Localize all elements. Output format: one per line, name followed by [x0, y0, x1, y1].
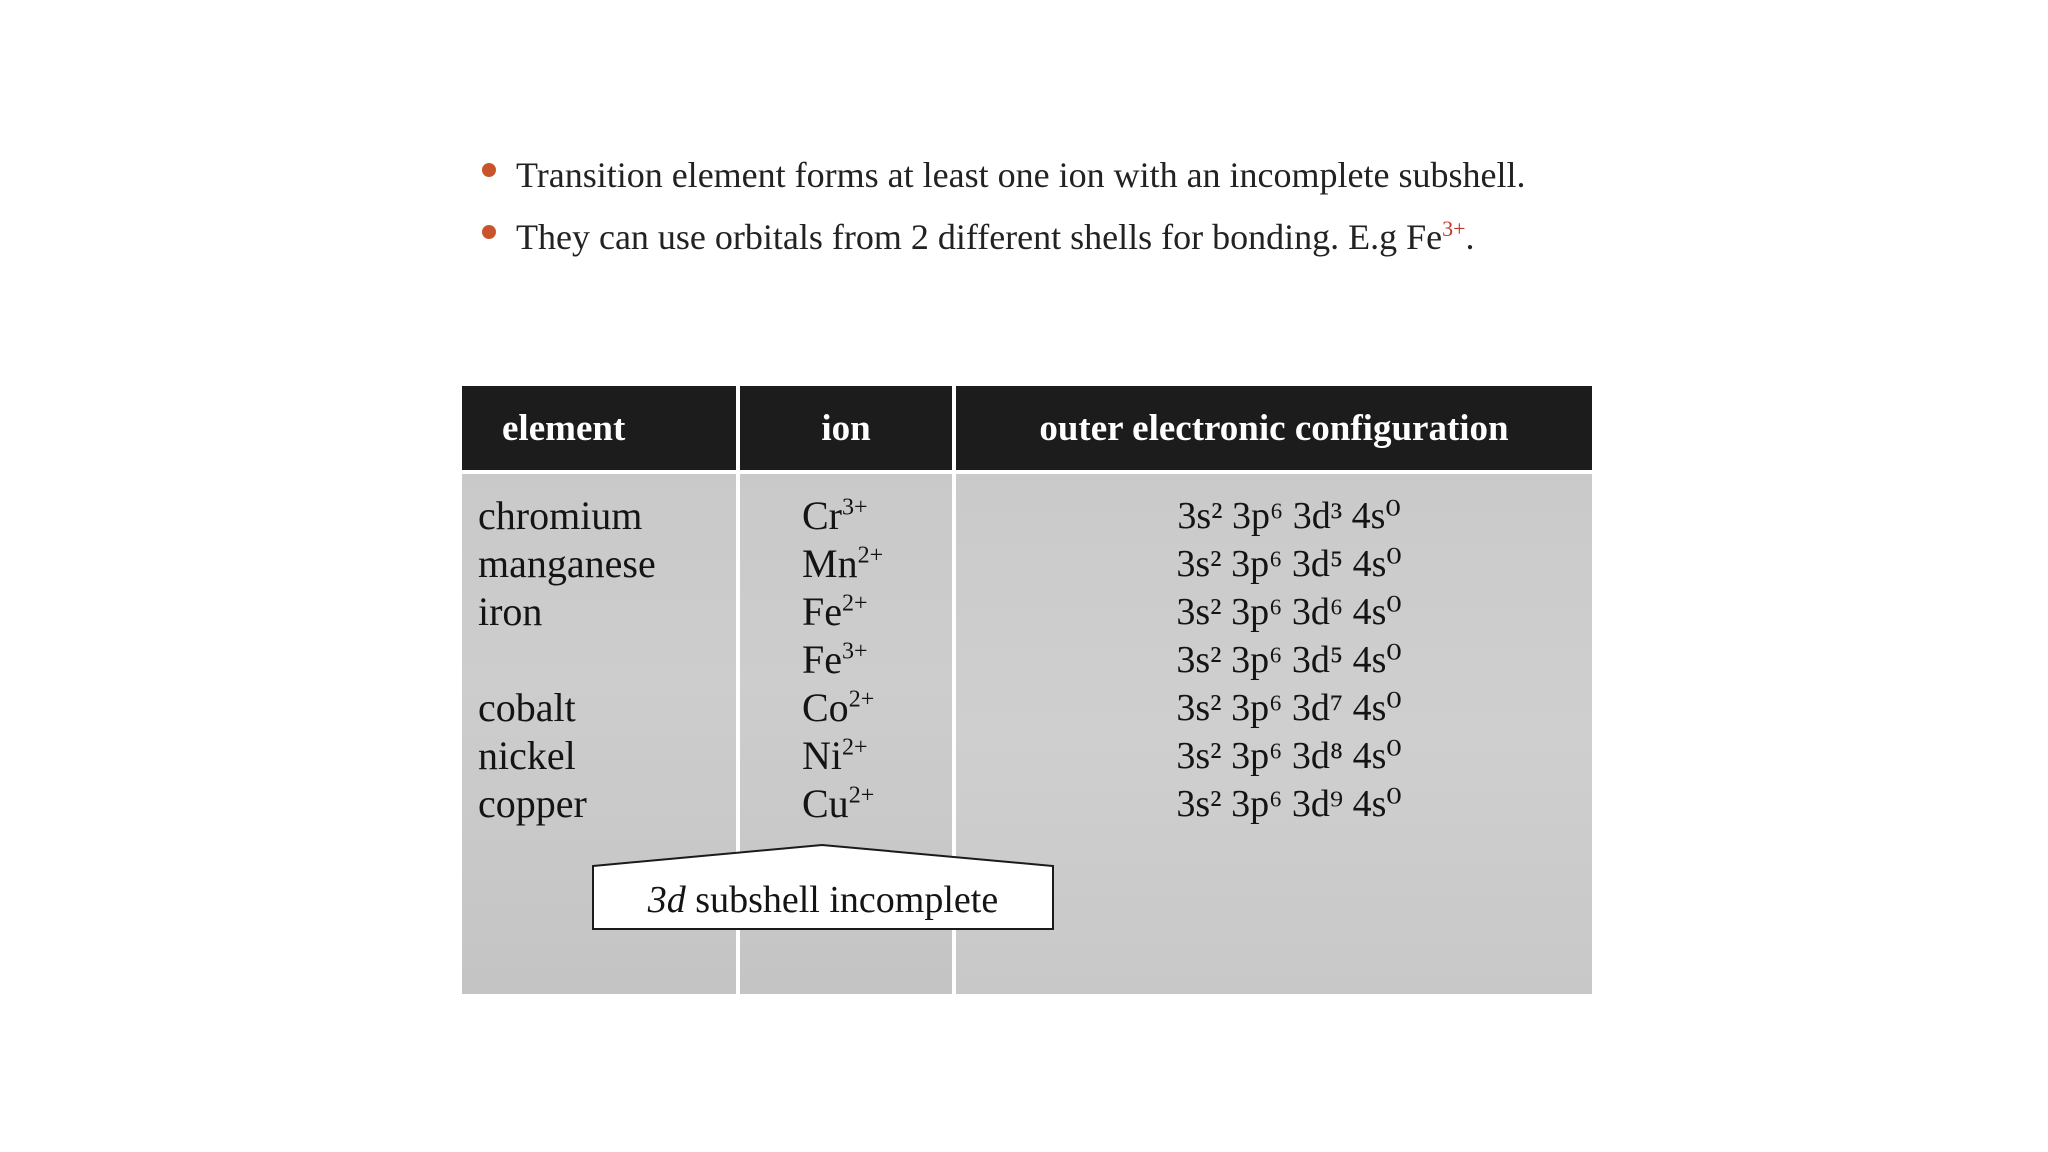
element-header: element — [462, 386, 736, 470]
subshell-incomplete-callout — [592, 844, 1054, 930]
ion-cell — [740, 636, 952, 684]
ion-charge: 2+ — [842, 734, 868, 761]
ion-cell — [740, 684, 952, 732]
element-cell: manganese — [478, 541, 656, 586]
bullet-list — [480, 150, 1600, 274]
config-list — [956, 492, 1592, 828]
element-cell: chromium — [478, 493, 643, 538]
config-cell: 3s² 3p⁶ 3d⁹ 4s⁰ — [1176, 783, 1402, 825]
ion-cell — [740, 780, 952, 828]
config-cell: 3s² 3p⁶ 3d⁵ 4s⁰ — [1176, 543, 1402, 585]
bullet-item-incomplete-subshell — [480, 150, 1600, 200]
element-cell — [462, 636, 736, 684]
bullet-text: Transition element forms at least one ion with an incomplete subshell. — [516, 155, 1526, 195]
element-cell: cobalt — [478, 685, 576, 730]
ion-cell — [740, 540, 952, 588]
config-cell: 3s² 3p⁶ 3d⁷ 4s⁰ — [1176, 687, 1402, 729]
element-cell: nickel — [478, 733, 576, 778]
ion-header: ion — [740, 386, 952, 470]
ion-symbol: Cr — [802, 493, 842, 538]
config-cell: 3s² 3p⁶ 3d⁵ 4s⁰ — [1176, 639, 1402, 681]
ion-cell — [740, 588, 952, 636]
ion-charge: 3+ — [842, 638, 868, 665]
ion-symbol: Fe — [802, 589, 842, 634]
element-cell: iron — [478, 589, 543, 634]
ion-symbol: Fe — [802, 637, 842, 682]
ion-symbol: Co — [802, 685, 849, 730]
ion-symbol: Cu — [802, 781, 849, 826]
bullet-text-end: . — [1465, 217, 1475, 257]
config-cell: 3s² 3p⁶ 3d⁸ 4s⁰ — [1176, 735, 1402, 777]
ion-charge: 3+ — [842, 494, 868, 521]
bullet-dot-icon — [482, 163, 496, 177]
element-list — [462, 492, 736, 828]
bullet-item-orbitals-bonding — [480, 212, 1600, 262]
bullet-text: They can use orbitals from 2 different shells for bonding. E.g Fe — [516, 217, 1443, 257]
callout-orbital: 3d — [647, 879, 686, 921]
ion-cell — [740, 732, 952, 780]
ion-charge: 2+ — [848, 782, 875, 809]
ion-symbol: Ni — [802, 733, 842, 778]
config-cell: 3s² 3p⁶ 3d³ 4s⁰ — [1177, 495, 1401, 537]
ion-list — [740, 492, 952, 828]
element-cell: copper — [478, 781, 587, 826]
callout-label — [592, 876, 1054, 924]
ion-cell — [740, 492, 952, 540]
callout-text: subshell incomplete — [695, 879, 999, 921]
bullet-dot-icon — [482, 225, 496, 239]
ion-charge: 2+ — [842, 590, 868, 617]
ion-symbol: Mn — [802, 541, 858, 586]
ion-charge: 2+ — [857, 542, 884, 569]
config-cell: 3s² 3p⁶ 3d⁶ 4s⁰ — [1176, 591, 1402, 633]
ion-charge: 2+ — [848, 686, 875, 713]
config-header: outer electronic configuration — [956, 386, 1592, 470]
iron-ion-charge: 3+ — [1442, 216, 1466, 241]
